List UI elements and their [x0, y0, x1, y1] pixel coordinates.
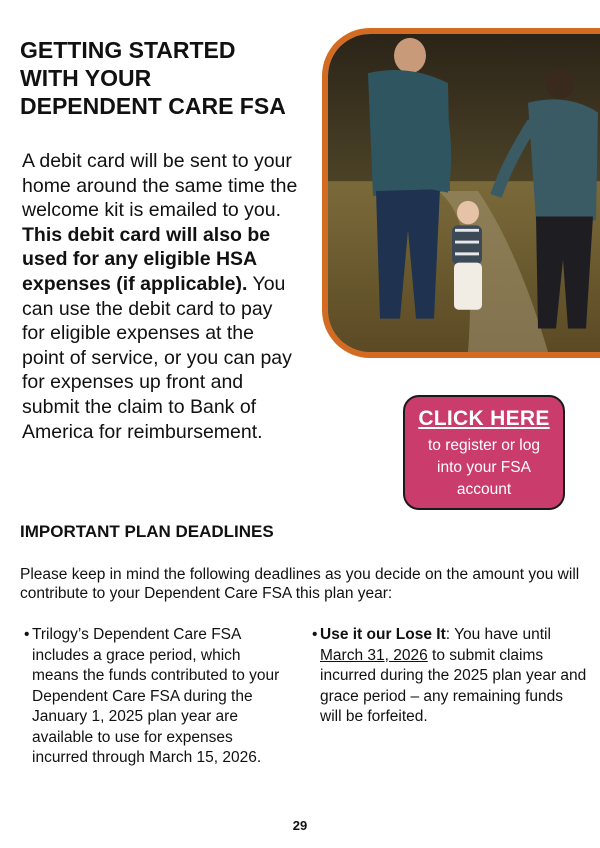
intro-text: A debit card will be sent to your home around the same time the welcome kit is emailed to you.: [22, 150, 298, 222]
title-line: GETTING STARTED: [20, 37, 236, 63]
register-button[interactable]: [403, 395, 565, 510]
intro-bold-text: This debit card will also be used for any eligible HSA expenses (if applicable).: [22, 223, 271, 295]
click-here-link[interactable]: CLICK HERE: [418, 407, 550, 430]
register-description: to register or log into your FSA account: [428, 437, 540, 498]
use-it-text-a: : You have until: [445, 626, 551, 643]
title-line: DEPENDENT CARE FSA: [20, 93, 286, 119]
deadline-date: March 31, 2026: [320, 646, 428, 664]
use-it-bold: Use it our Lose It: [320, 626, 446, 643]
grace-period-text: Trilogy’s Dependent Care FSA includes a grace period, which means the funds contributed to your Dependent Care FSA during the January 1, 2025 plan year are available to use for expenses incurred through March 15, 2026.: [32, 626, 280, 766]
family-walking-image: [328, 34, 600, 352]
use-it-text: [320, 625, 587, 728]
title-line: WITH YOUR: [20, 65, 152, 91]
bullet-icon: •: [312, 626, 318, 643]
intro-paragraph: [22, 149, 300, 444]
page-number: 29: [292, 818, 308, 833]
use-it-or-lose-it-item: [312, 625, 587, 728]
intro-text: You can use the debit card to pay for eligible expenses at the point of service, or you can pay for expenses up front and submit the claim to Bank of America for reimbursement.: [22, 272, 292, 443]
grace-period-item: [24, 625, 286, 769]
family-photo: [322, 28, 600, 358]
deadlines-heading: IMPORTANT PLAN DEADLINES: [20, 522, 274, 541]
deadlines-intro: Please keep in mind the following deadlines as you decide on the amount you will contribute to your Dependent Care FSA this plan year:: [20, 566, 580, 602]
use-it-text-b: to submit claims incurred during the 2025 plan year and grace period – any remaining funds will be forfeited.: [320, 646, 587, 725]
bullet-icon: •: [24, 626, 30, 643]
page-title: [20, 36, 310, 120]
